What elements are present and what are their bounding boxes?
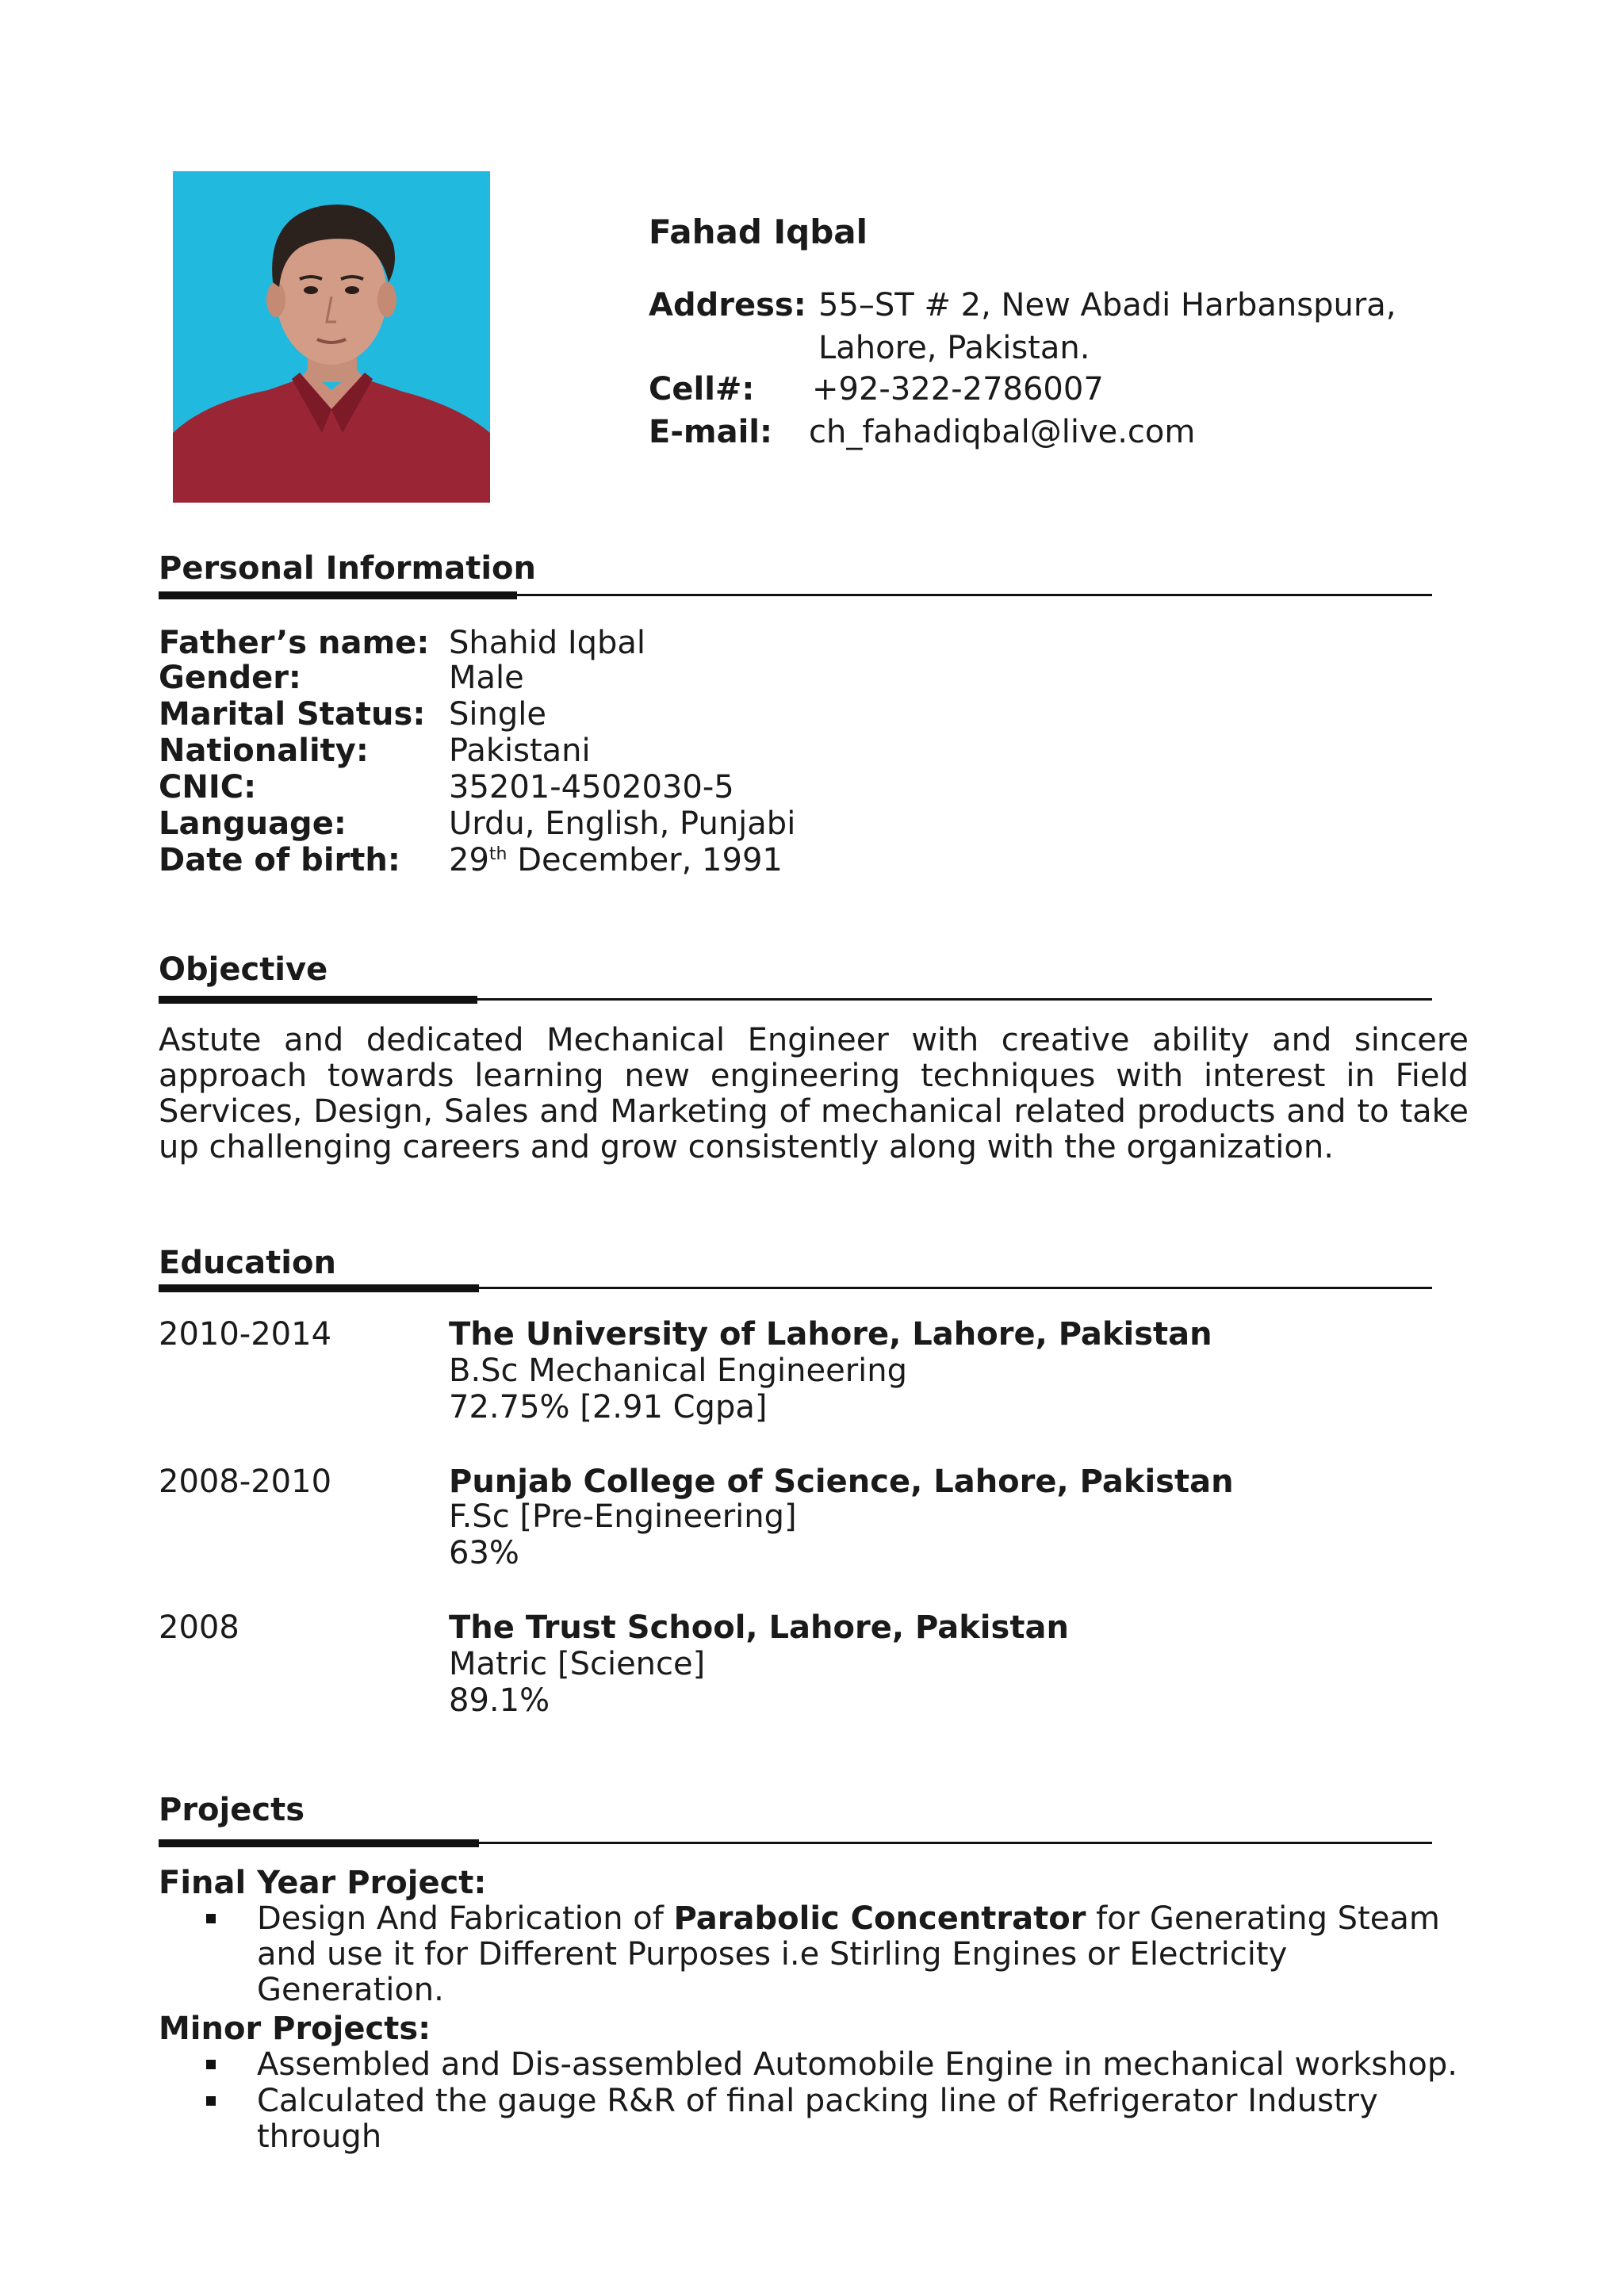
bullet-icon [206,2047,216,2057]
email-value[interactable]: ch_fahadiqbal@live.com [809,414,1196,450]
marital-status-value: Single [449,696,546,733]
date-of-birth-value [449,842,783,878]
edu-result: 72.75% [2.91 Cgpa] [449,1389,768,1425]
fathers-name-label: Father’s name: [159,625,430,661]
edu-years: 2008-2010 [159,1464,332,1500]
minor-project-text: Assembled and Dis-assembled Automobile Engine in mechanical workshop. [257,2046,1458,2083]
bullet-icon [206,1901,216,1911]
final-project-title: Parabolic Concentrator [673,1900,1086,1937]
personal-info-heading: Personal Information [159,550,536,587]
edu-result: 63% [449,1535,519,1571]
dob-ordinal: th [488,844,508,864]
profile-photo [173,171,490,503]
marital-status-label: Marital Status: [159,696,426,733]
section-underline [159,996,477,1004]
nationality-value: Pakistani [449,733,591,769]
cell-value: +92-322-2786007 [812,371,1104,408]
edu-years: 2008 [159,1609,239,1646]
objective-text: Astute and dedicated Mechanical Engineer with creative ability and sincere approach towards learning new engineering techniques with interest in Field Services, Design, Sales and Marketing of mechanical related products and to take up challenging careers and grow consistently along with the organization. [159,1022,1469,1165]
education-heading: Education [159,1245,336,1281]
final-year-project-heading: Final Year Project: [159,1865,487,1901]
edu-degree: B.Sc Mechanical Engineering [449,1353,908,1389]
cnic-value: 35201-4502030-5 [449,769,734,806]
email-label: E-mail: [649,414,773,450]
language-label: Language: [159,806,347,842]
objective-heading: Objective [159,951,328,988]
bullet-icon [206,2084,216,2093]
section-underline [159,1839,479,1847]
language-value: Urdu, English, Punjabi [449,806,796,842]
projects-heading: Projects [159,1792,305,1828]
edu-degree: F.Sc [Pre-Engineering] [449,1498,797,1535]
nationality-label: Nationality: [159,733,369,769]
dob-day: 29 [449,842,489,878]
edu-institution: The Trust School, Lahore, Pakistan [449,1609,1069,1646]
fathers-name-value: Shahid Iqbal [449,625,646,661]
edu-result: 89.1% [449,1682,550,1719]
minor-project-text: Calculated the gauge R&R of final packing line of Refrigerator Industry through [257,2083,1378,2155]
edu-institution: The University of Lahore, Lahore, Pakistan [449,1316,1212,1353]
gender-label: Gender: [159,660,301,696]
address-line-1: 55–ST # 2, New Abadi Harbanspura, [818,287,1396,323]
candidate-name: Fahad Iqbal [649,212,868,251]
cnic-label: CNIC: [159,769,257,806]
edu-institution: Punjab College of Science, Lahore, Pakistan [449,1464,1234,1500]
minor-projects-heading: Minor Projects: [159,2011,431,2047]
date-of-birth-label: Date of birth: [159,842,400,878]
address-line-2: Lahore, Pakistan. [818,330,1090,366]
final-project-pre: Design And Fabrication of [257,1900,674,1937]
final-project-text [257,1901,1478,2008]
dob-rest: December, 1991 [507,842,783,878]
section-underline [159,1284,479,1292]
gender-value: Male [449,660,524,696]
section-underline [159,591,517,599]
cell-label: Cell#: [649,371,755,408]
address-label: Address: [649,287,806,323]
edu-degree: Matric [Science] [449,1646,706,1682]
edu-years: 2010-2014 [159,1316,332,1353]
final-project-post: for Generating Steam and use it for Different Purposes i.e Stirling Engines or Electricity Generation. [257,1900,1440,2008]
